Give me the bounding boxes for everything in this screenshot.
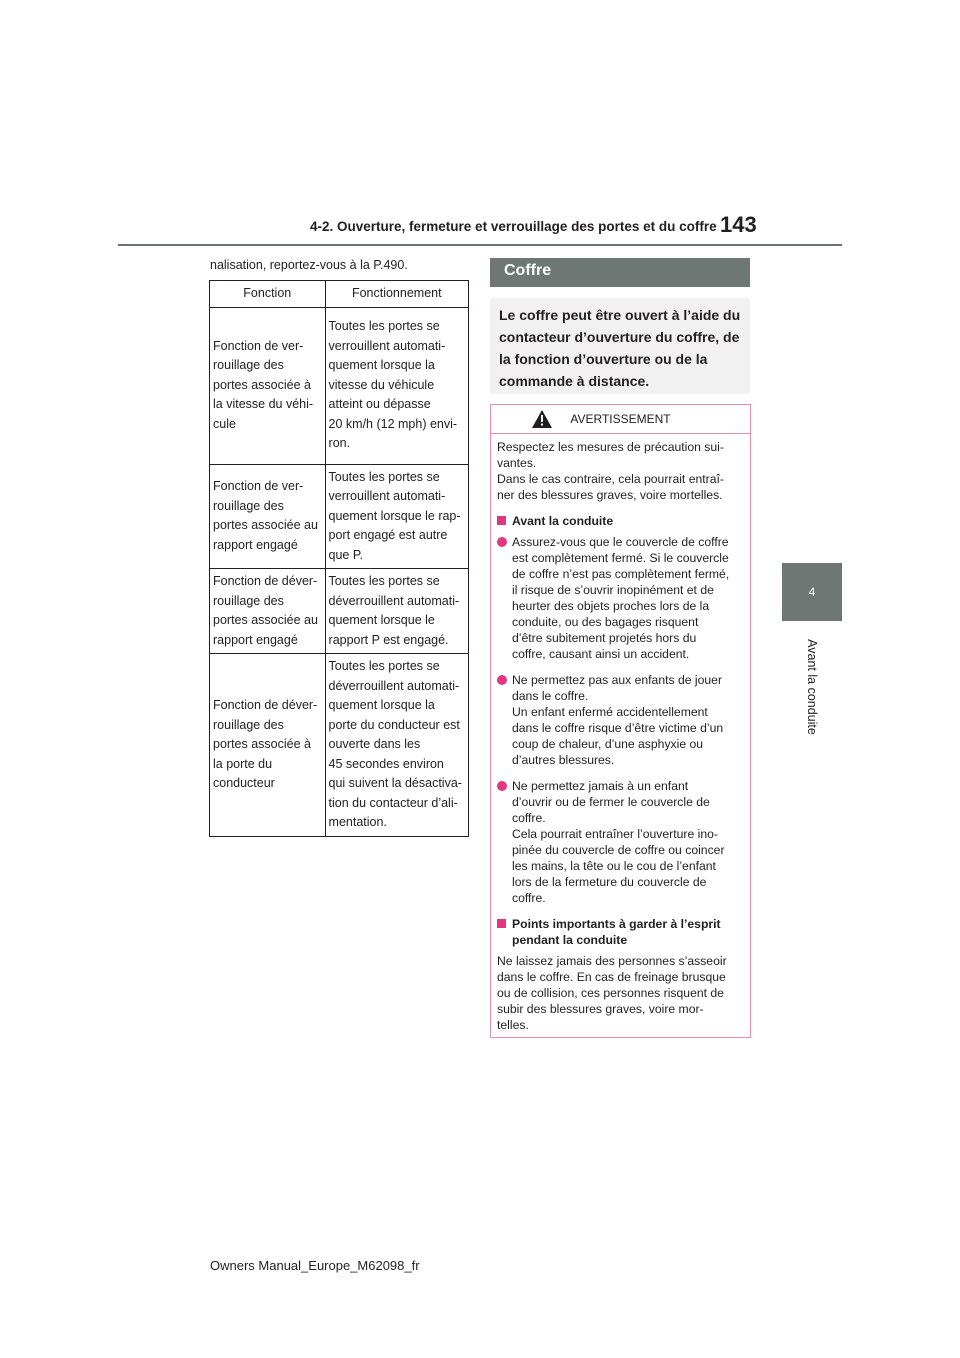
list-item-text: Ne permettez pas aux enfants de jouer dans le coffre. Un enfant enfermé accidentellement dans le coffre risque d’être victime d’un coup de chaleur, d’une asphyxie ou d’autres blessures. <box>512 673 724 767</box>
operation-cell: Toutes les portes se verrouillent automati- quement lorsque le rap- port engagé est autre que P. <box>325 464 468 569</box>
continued-text: nalisation, reportez-vous à la P.490. <box>210 258 408 272</box>
lock-functions-table <box>209 280 469 837</box>
table-row <box>210 569 469 654</box>
chapter-number: 4 <box>808 585 816 599</box>
table-row <box>210 464 469 569</box>
round-bullet-icon <box>497 781 507 791</box>
list-item <box>497 672 744 768</box>
list-item-text: Ne permettez jamais à un enfant d’ouvrir ou de fermer le couvercle de coffre. Cela pourrait entraîner l’ouverture ino- pinée du couvercle de coffre ou coincer les mains, la tête ou le cou de l’enfant lors de la fermeture du couvercle de coffre. <box>512 779 725 905</box>
warning-section-heading <box>497 513 744 529</box>
round-bullet-icon <box>497 675 507 685</box>
function-cell: Fonction de ver- rouillage des portes associée à la vitesse du véhi- cule <box>210 307 326 464</box>
table-header-row <box>210 281 469 308</box>
function-cell: Fonction de ver- rouillage des portes associée au rapport engagé <box>210 464 326 569</box>
section-intro: Le coffre peut être ouvert à l’aide du contacteur d’ouverture du coffre, de la fonction d’ouverture ou de la commande à distance. <box>490 298 750 394</box>
warning-header <box>491 405 750 434</box>
warning-section-heading <box>497 916 744 948</box>
table-row <box>210 307 469 464</box>
section-title: 4-2. Ouverture, fermeture et verrouillage des portes et du coffre <box>310 219 717 234</box>
warning-box <box>490 404 751 1038</box>
chapter-tab <box>782 563 842 621</box>
section-heading-text: Points importants à garder à l’esprit pendant la conduite <box>512 917 721 947</box>
round-bullet-icon <box>497 537 507 547</box>
square-bullet-icon <box>497 516 506 525</box>
warning-body <box>491 434 750 1033</box>
section-heading-text: Avant la conduite <box>512 514 614 528</box>
footer-text: Owners Manual_Europe_M62098_fr <box>210 1258 420 1273</box>
warning-intro: Respectez les mesures de précaution sui- vantes. Dans le cas contraire, cela pourrait entraî- ner des blessures graves, voire mortelles. <box>497 440 724 502</box>
operation-cell: Toutes les portes se déverrouillent automati- quement lorsque le rapport P est engagé. <box>325 569 468 654</box>
warning-title: AVERTISSEMENT <box>570 412 671 426</box>
section-banner: Coffre <box>490 258 750 287</box>
list-item-text: Assurez-vous que le couvercle de coffre est complètement fermé. Si le couvercle de coffre n’est pas complètement fermé, il risque de s’ouvrir inopinément et de heurter des objets proches lors de la conduite, ou des bagages risquent d’être subitement projetés hors du coffre, causant ainsi un accident. <box>512 535 730 661</box>
warning-paragraph: Ne laissez jamais des personnes s’asseoir dans le coffre. En cas de freinage brusque ou de collision, ces personnes risquent de subir des blessures graves, voire mor- telles. <box>497 954 727 1032</box>
chapter-title: Avant la conduite <box>805 639 819 735</box>
table-row <box>210 654 469 837</box>
operation-cell: Toutes les portes se verrouillent automati- quement lorsque la vitesse du véhicule atteint ou dépasse 20 km/h (12 mph) envi- ron. <box>325 307 468 464</box>
column-header-function: Fonction <box>210 281 326 308</box>
warning-triangle-icon <box>531 409 553 429</box>
header-divider <box>118 244 842 246</box>
column-header-operation: Fonctionnement <box>325 281 468 308</box>
operation-cell: Toutes les portes se déverrouillent automati- quement lorsque la porte du conducteur est ouverte dans les 45 secondes environ qui suivent la désactiva- tion du contacteur d’ali- mentation. <box>325 654 468 837</box>
function-cell: Fonction de déver- rouillage des portes associée au rapport engagé <box>210 569 326 654</box>
page-number: 143 <box>720 212 757 237</box>
square-bullet-icon <box>497 919 506 928</box>
list-item <box>497 534 744 662</box>
chapter-title-vertical <box>782 622 842 752</box>
function-cell: Fonction de déver- rouillage des portes associée à la porte du conducteur <box>210 654 326 837</box>
list-item <box>497 778 744 906</box>
